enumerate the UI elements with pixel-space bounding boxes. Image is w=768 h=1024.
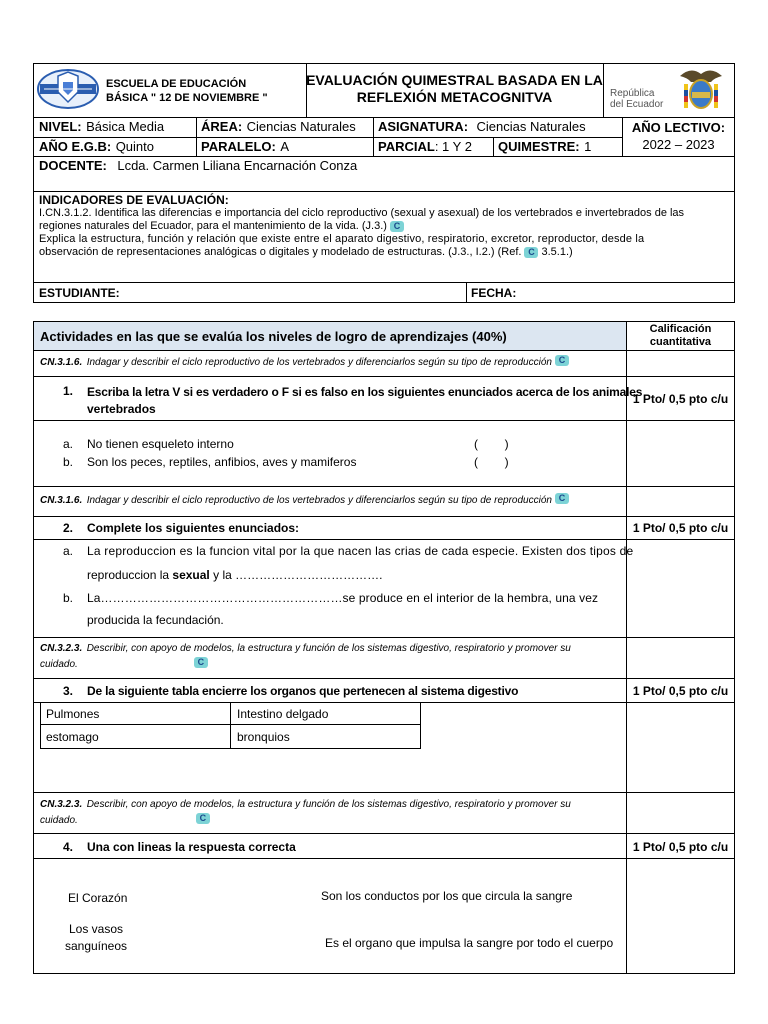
parcial-label: PARCIAL	[378, 139, 435, 154]
q1-prompt	[87, 384, 643, 418]
estudiante-input[interactable]	[125, 284, 460, 302]
exam-title	[306, 72, 603, 106]
q1-item-a-text: No tienen esqueleto interno	[87, 437, 234, 451]
q1-prompt-line1: Escriba la letra V si es verdadero o F si es falso en los siguientes enunciados acerca de los animales	[87, 385, 643, 399]
anio-lectivo-value: 2022 – 2023	[642, 137, 715, 152]
activities-header-title: Actividades en las que se evalúa los niveles de logro de aprendizajes (40%)	[40, 329, 507, 344]
q1-item-a	[63, 437, 623, 451]
q1-item-b-letter: b.	[63, 455, 74, 469]
skill-cn316-row2	[40, 490, 569, 508]
ecuador-coat-of-arms-icon	[676, 66, 726, 112]
q2-a-line2-bold: sexual	[172, 568, 210, 582]
q2-a-line2	[87, 568, 382, 582]
q4-left-1[interactable]: El Corazón	[68, 891, 128, 905]
q2-b-line1[interactable]: La……………………………………………………se produce en el interior de la hembra, una vez	[87, 591, 599, 605]
q4-right-1[interactable]: Son los conductos por los que circula la sangre	[321, 889, 573, 903]
exam-title-line1: EVALUACIÓN QUIMESTRAL BASADA EN LA	[306, 72, 603, 88]
q2-number: 2.	[63, 521, 74, 535]
skill-text: Describir, con apoyo de modelos, la estructura y función de los sistemas digestivo, respiratorio y promover su	[86, 799, 571, 810]
school-logo	[36, 68, 100, 110]
q2-a-line2-pre: reproduccion la	[87, 568, 170, 582]
skill-text: Indagar y describir el ciclo reproductivo de los vertebrados y diferenciarlos según su tipo de reproducción	[86, 357, 552, 368]
q1-item-a-answer[interactable]: ( )	[474, 437, 509, 451]
school-name-line2: BÁSICA " 12 DE NOVIEMBRE "	[106, 92, 268, 104]
nivel-field	[39, 118, 164, 136]
q2-b-line2: producida la fecundación.	[87, 613, 224, 627]
school-name	[106, 77, 268, 105]
q4-score: 1 Pto/ 0,5 pto c/u	[632, 840, 729, 854]
anio-lectivo-field	[622, 120, 735, 152]
asignatura-field	[378, 118, 586, 136]
indicador-2-text: observación de representaciones analógicas o digitales y modelado de estructuras. (J.3., I.2.) (Ref.	[39, 246, 522, 258]
skill-text-end: cuidado.	[40, 659, 78, 670]
q4-right-2[interactable]: Es el organo que impulsa la sangre por todo el cuerpo	[325, 936, 614, 950]
skill-code: CN.3.2.3.	[40, 799, 83, 810]
c-badge-icon: C	[196, 813, 210, 824]
skill-text-end: cuidado.	[40, 815, 78, 826]
skill-text: Indagar y describir el ciclo reproductivo de los vertebrados y diferenciarlos según su tipo de reproducción	[86, 495, 552, 506]
quimestre-field	[498, 138, 591, 156]
egb-value: Quinto	[115, 139, 154, 154]
organ-cell[interactable]: Intestino delgado	[237, 707, 329, 721]
organ-cell[interactable]: bronquios	[237, 730, 290, 744]
paralelo-field	[201, 138, 289, 156]
fecha-label: FECHA:	[471, 286, 517, 300]
q1-item-a-letter: a.	[63, 437, 74, 451]
skill-code: CN.3.1.6.	[40, 357, 83, 368]
organ-cell[interactable]: Pulmones	[46, 707, 100, 721]
skill-code: CN.3.2.3.	[40, 643, 83, 654]
q1-item-b	[63, 455, 623, 469]
exam-title-line2: REFLEXIÓN METACOGNITVA	[356, 89, 553, 105]
q1-number: 1.	[63, 384, 74, 398]
gov-line2: del Ecuador	[610, 99, 664, 110]
quimestre-value: 1	[584, 139, 592, 154]
school-name-line1: ESCUELA DE EDUCACIÓN	[106, 78, 247, 90]
q2-b-letter: b.	[63, 591, 74, 605]
q3-score: 1 Pto/ 0,5 pto c/u	[632, 684, 729, 698]
area-value: Ciencias Naturales	[246, 119, 356, 134]
government-logo	[610, 66, 730, 114]
indicador-1-line1: I.CN.3.1.2. Identifica las diferencias e importancia del ciclo reproductivo (sexual y asexual) de los vertebrados e invertebrados de las	[39, 207, 685, 219]
q1-score: 1 Pto/ 0,5 pto c/u	[632, 392, 729, 406]
paralelo-label: PARALELO:	[201, 139, 276, 154]
asignatura-value: Ciencias Naturales	[476, 119, 586, 134]
q4-number: 4.	[63, 840, 74, 854]
area-label: ÁREA:	[201, 119, 243, 134]
q2-a-line1: La reproduccion es la funcion vital por la que nacen las crias de cada especie. Existen dos tipos de	[87, 544, 634, 558]
area-field	[201, 118, 356, 136]
egb-label: AÑO E.G.B:	[39, 139, 112, 154]
indicadores-title: INDICADORES DE EVALUACIÓN:	[39, 193, 229, 207]
indicador-1-text: regiones naturales del Ecuador, para el mantenimiento de la vida. (J.3.)	[39, 220, 387, 232]
skill-code: CN.3.1.6.	[40, 495, 83, 506]
q4-left-2-line1: Los vasos	[68, 922, 124, 936]
egb-field	[39, 138, 154, 156]
parcial-field	[378, 138, 472, 156]
c-badge-icon: C	[524, 247, 538, 258]
asignatura-label: ASIGNATURA:	[378, 119, 469, 134]
skill-cn323-row1	[40, 640, 622, 672]
q2-a-line2-post[interactable]: y la ……………………………….	[213, 568, 383, 582]
c-badge-icon: C	[555, 355, 569, 366]
q2-prompt: Complete los siguientes enunciados:	[87, 521, 300, 535]
docente-field	[39, 157, 357, 175]
q2-score: 1 Pto/ 0,5 pto c/u	[632, 521, 729, 535]
c-badge-icon: C	[390, 221, 404, 232]
docente-value: Lcda. Carmen Liliana Encarnación Conza	[117, 158, 358, 173]
q4-left-2[interactable]	[56, 921, 136, 955]
fecha-input[interactable]	[520, 284, 730, 302]
paralelo-value: A	[280, 139, 289, 154]
q4-left-2-line2: sanguíneos	[64, 939, 128, 953]
q1-item-b-answer[interactable]: ( )	[474, 455, 509, 469]
skill-cn316-row1	[40, 352, 569, 370]
q3-prompt: De la siguiente tabla encierre los organos que pertenecen al sistema digestivo	[87, 684, 519, 698]
nivel-value: Básica Media	[86, 119, 165, 134]
indicador-2-line1: Explica la estructura, función y relación que existe entre el aparato digestivo, respiratorio, excretor, reproductor, desde la	[39, 233, 645, 245]
q4-prompt: Una con lineas la respuesta correcta	[87, 840, 296, 854]
activities-header-score	[626, 323, 735, 349]
c-badge-icon: C	[555, 493, 569, 504]
parcial-value: : 1 Y 2	[434, 139, 472, 154]
organ-cell[interactable]: estomago	[46, 730, 99, 744]
indicador-2-line2	[39, 246, 727, 259]
skill-text: Describir, con apoyo de modelos, la estructura y función de los sistemas digestivo, respiratorio y promover su	[86, 643, 571, 654]
quimestre-label: QUIMESTRE:	[498, 139, 580, 154]
score-header-line1: Calificación	[649, 323, 712, 335]
anio-lectivo-label: AÑO LECTIVO:	[631, 120, 726, 135]
skill-cn323-row2	[40, 796, 622, 828]
c-badge-icon: C	[194, 657, 208, 668]
gov-line1: República	[610, 88, 655, 99]
estudiante-label: ESTUDIANTE:	[39, 286, 120, 300]
q1-item-b-text: Son los peces, reptiles, anfibios, aves y mamiferos	[87, 455, 357, 469]
score-header-line2: cuantitativa	[649, 336, 712, 348]
docente-label: DOCENTE:	[39, 158, 107, 173]
indicador-1-line2	[39, 220, 727, 233]
q2-a-letter: a.	[63, 544, 74, 558]
q1-prompt-line2: vertebrados	[87, 402, 156, 416]
indicadores-section	[39, 194, 727, 259]
indicador-2-ref: 3.5.1.)	[541, 246, 573, 258]
q3-number: 3.	[63, 684, 74, 698]
nivel-label: NIVEL:	[39, 119, 82, 134]
